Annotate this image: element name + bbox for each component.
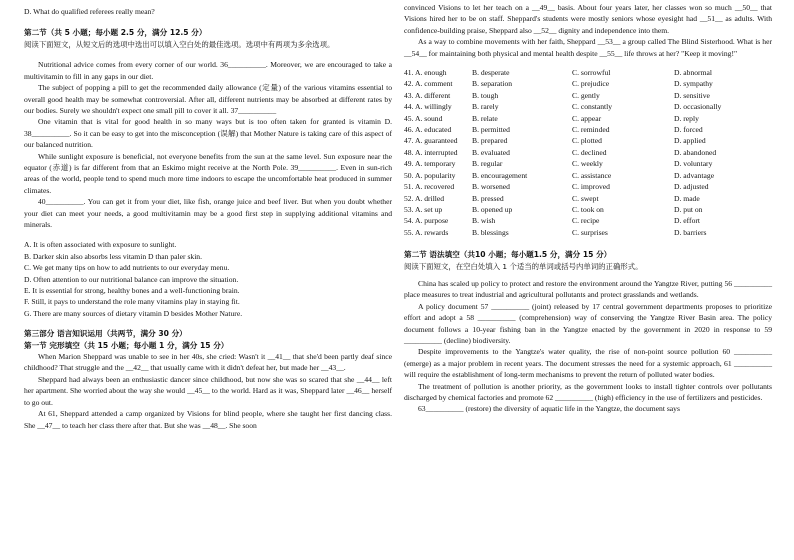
choice-53-d: D. put on (674, 204, 703, 214)
choice-43-a: 43. A. different (404, 90, 451, 100)
choice-47-d: D. applied (674, 136, 706, 146)
part3-heading: 第三部分 语言知识运用（共两节，满分 30 分） (24, 329, 187, 339)
choice-49-d: D. voluntary (674, 159, 713, 169)
choice-55-a: 55. A. rewards (404, 227, 449, 237)
choice-44-c: C. constantly (572, 102, 613, 112)
choice-54-d: D. effort (674, 216, 701, 226)
choice-43-c: C. gently (572, 90, 600, 100)
choice-45-b: B. relate (472, 113, 498, 123)
choice-49-a: 49. A. temporary (404, 159, 456, 169)
grammar-paragraph-1: China has scaled up policy to protect and restore the environment around the Yangtze River, putting 56 __________ place measures to treat industrial and agricultural pollutants and protect grasslands and wetlands. (404, 278, 772, 300)
option-b: B. Darker skin also absorbs less vitamin D than paler skin. (24, 251, 203, 261)
section2-heading: 第二节（共 5 小题；每小题 2.5 分，满分 12.5 分） (24, 28, 207, 38)
choice-41-c: C. sorrowful (572, 68, 611, 78)
cloze-heading: 第一节 完形填空（共 15 小题；每小题 1 分，满分 15 分） (24, 340, 229, 350)
choice-46-b: B. permitted (472, 125, 510, 135)
choice-41-a: 41. A. enough (404, 68, 447, 78)
choice-54-c: C. recipe (572, 216, 600, 226)
option-a: A. It is often associated with exposure to sunlight. (24, 240, 177, 250)
option-e: E. It is essential for strong, healthy bones and a well-functioning brain. (24, 286, 240, 296)
option-f: F. Still, it pays to understand the role many vitamins play in staying fit. (24, 297, 240, 307)
cloze-continued-2: As a way to combine movements with her faith, Sheppard __53__ a group called The Blind Sisterhood. What is her __54__ for maintaining both physical and mental health despite __55__ life throws at her? "Keep it moving!" (404, 37, 772, 58)
previous-question-line: D. What do qualified referees really mean? (24, 7, 155, 16)
choice-45-a: 45. A. sound (404, 113, 443, 123)
choice-55-b: B. blessings (472, 227, 509, 237)
choice-54-a: 54. A. purpose (404, 216, 449, 226)
choice-50-d: D. advantage (674, 170, 715, 180)
option-g: G. There are many sources of dietary vitamin D besides Mother Nature. (24, 308, 243, 318)
choice-42-c: C. prejudice (572, 79, 610, 89)
left-column (24, 0, 392, 560)
option-c: C. We get many tips on how to add nutrients to our everyday menu. (24, 263, 230, 273)
choice-50-a: 50. A. popularity (404, 170, 456, 180)
choice-44-a: 44. A. willingly (404, 102, 452, 112)
reading-paragraph-3: One vitamin that is vital for good health in so many ways but is too often taken for granted is vitamin D. 38__________. So it can be easy to get into the misconception (误解) that Mother Nature is taking care of this aspect of our balanced nutrition. (24, 117, 392, 150)
choice-42-a: 42. A. comment (404, 79, 453, 89)
choice-52-a: 52. A. drilled (404, 193, 445, 203)
choice-51-a: 51. A. recovered (404, 182, 455, 192)
choice-53-a: 53. A. set up (404, 204, 443, 214)
grammar-paragraph-3: Despite improvements to the Yangtze's water quality, the rise of non-point source pollution 60 __________ (emerge) as a major problem in recent years. The document stresses the need for a systemic approach, 61 __________ will require the establishment of long-term mechanisms to prevent the return of polluted water bodies. (404, 347, 772, 380)
choice-53-b: B. opened up (472, 204, 513, 214)
choice-42-d: D. sympathy (674, 79, 713, 89)
choice-45-d: D. reply (674, 113, 699, 123)
choice-48-c: C. declined (572, 147, 607, 157)
cloze-paragraph-3: At 61, Sheppard attended a camp organized by Visions for blind people, where she taught her first dancing class. She __47__ to teach her class there after that. But she was __48__. She soon (24, 409, 392, 430)
choice-51-d: D. adjusted (674, 182, 709, 192)
choice-46-c: C. reminded (572, 125, 610, 135)
choice-47-a: 47. A. guaranteed (404, 136, 458, 146)
choice-41-d: D. abnormal (674, 68, 712, 78)
right-column (404, 0, 772, 560)
grammar-paragraph-2: A policy document 57 __________ (joint) released by 17 central government departments proposes to prioritize effort and adopt a 58 __________ (comprehension) way of conserving the Yangtze River Basin area. The policy document follows a 10-year fishing ban in the Yangtze enacted by the government in 2020 in response to 59 __________ (decline) biodiversity. (404, 301, 772, 345)
cloze-paragraph-1: When Marion Sheppard was unable to see in her 40s, she cried: Wasn't it __41__ that she'd been partly deaf since childhood? That struggle and the __42__ that usually came with it didn't defeat her, but made her __43__. (24, 352, 392, 373)
choice-54-b: B. wish (472, 216, 496, 226)
choice-55-d: D. barriers (674, 227, 707, 237)
grammar-paragraph-4: The treatment of pollution is another priority, as the government looks to install tighter controls over pollutants discharged by chemical factories and promote 62 __________ (high) efficiency in the use of fertilizers and pesticides. (404, 381, 772, 402)
choice-55-c: C. surprises (572, 227, 608, 237)
choice-41-b: B. desperate (472, 68, 510, 78)
choice-48-d: D. abandoned (674, 147, 717, 157)
cloze-choices (404, 67, 772, 238)
choice-52-c: C. swept (572, 193, 599, 203)
choice-49-b: B. regular (472, 159, 503, 169)
choice-47-b: B. prepared (472, 136, 508, 146)
choice-43-b: B. tough (472, 90, 499, 100)
grammar-paragraph-5: 63__________ (restore) the diversity of aquatic life in the Yangtze, the document says (418, 404, 680, 414)
choice-46-d: D. forced (674, 125, 703, 135)
choice-52-d: D. made (674, 193, 700, 203)
choice-52-b: B. pressed (472, 193, 504, 203)
choice-53-c: C. took on (572, 204, 604, 214)
choice-47-c: C. plotted (572, 136, 602, 146)
choice-48-b: B. evaluated (472, 147, 510, 157)
choice-49-c: C. weekly (572, 159, 603, 169)
choice-51-b: B. worsened (472, 182, 510, 192)
choice-42-b: B. separation (472, 79, 513, 89)
reading-paragraph-2: The subject of popping a pill to get the recommended daily allowance (定量) of the various vitamins essential to overall good health may be somewhat controversial. After all, different nutrients may be absorbed at different rates by our bodies. Surely we shouldn't expect one small pill to cover it all. 37__________ (24, 83, 392, 115)
grammar-heading: 第二节 语法填空（共10 小题；每小题1.5 分，满分 15 分） (404, 250, 612, 260)
choice-44-b: B. rarely (472, 102, 499, 112)
choice-48-a: 48. A. interrupted (404, 147, 458, 157)
cloze-continued: convinced Visions to let her teach on a __49__ basis. About four years later, her classes won so much __50__ that Visions hired her to be on staff. Sheppard's students were mostly seniors whose eyesight had __51__ as adults. With confidence-building praise, Sheppard also __52__ dignity and independence into them. (404, 3, 772, 35)
choice-50-c: C. assistance (572, 170, 612, 180)
reading-paragraph-5: 40__________. You can get it from your diet, like fish, orange juice and beef liver. But when you doubt whether your diet can meet your needs, a good multivitamin may be a good first step in supplying additional vitamins and minerals. (24, 197, 392, 229)
choice-51-c: C. improved (572, 182, 610, 192)
choice-43-d: D. sensitive (674, 90, 710, 100)
choice-50-b: B. encouragement (472, 170, 528, 180)
section2-instructions: 阅读下面短文，从短文后的选项中选出可以填入空白处的最佳选项。选项中有两项为多余选项。 (24, 39, 335, 49)
cloze-paragraph-2: Sheppard had always been an enthusiastic dancer since childhood, but now she was so scared that she __44__ left her apartment. She worried about the way she would __45__ to the world. Hard as it was, Sheppard later __46__ herself to go out. (24, 374, 392, 407)
reading-paragraph-4: While sunlight exposure is beneficial, not everyone benefits from the sun at the same level. Sun exposure near the equator (赤道) is far different from that an Eskimo might receive at the North Pole. 39__________. Even in sun-rich areas of the world, people tend to spend much more time indoors to escape the uncomfortable heat produced in summer climates. (24, 151, 392, 195)
grammar-instructions: 阅读下面短文，在空白处填入 1 个适当的单词或括号内单词的正确形式。 (404, 261, 643, 271)
option-d: D. Often attention to our nutritional balance can improve the situation. (24, 274, 239, 284)
choice-45-c: C. appear (572, 113, 602, 123)
reading-paragraph-1: Nutritional advice comes from every corner of our world. 36__________. Moreover, we are encouraged to take a multivitamin to fill in any gaps in our diet. (24, 60, 392, 81)
choice-46-a: 46. A. educated (404, 125, 452, 135)
choice-44-d: D. occasionally (674, 102, 722, 112)
